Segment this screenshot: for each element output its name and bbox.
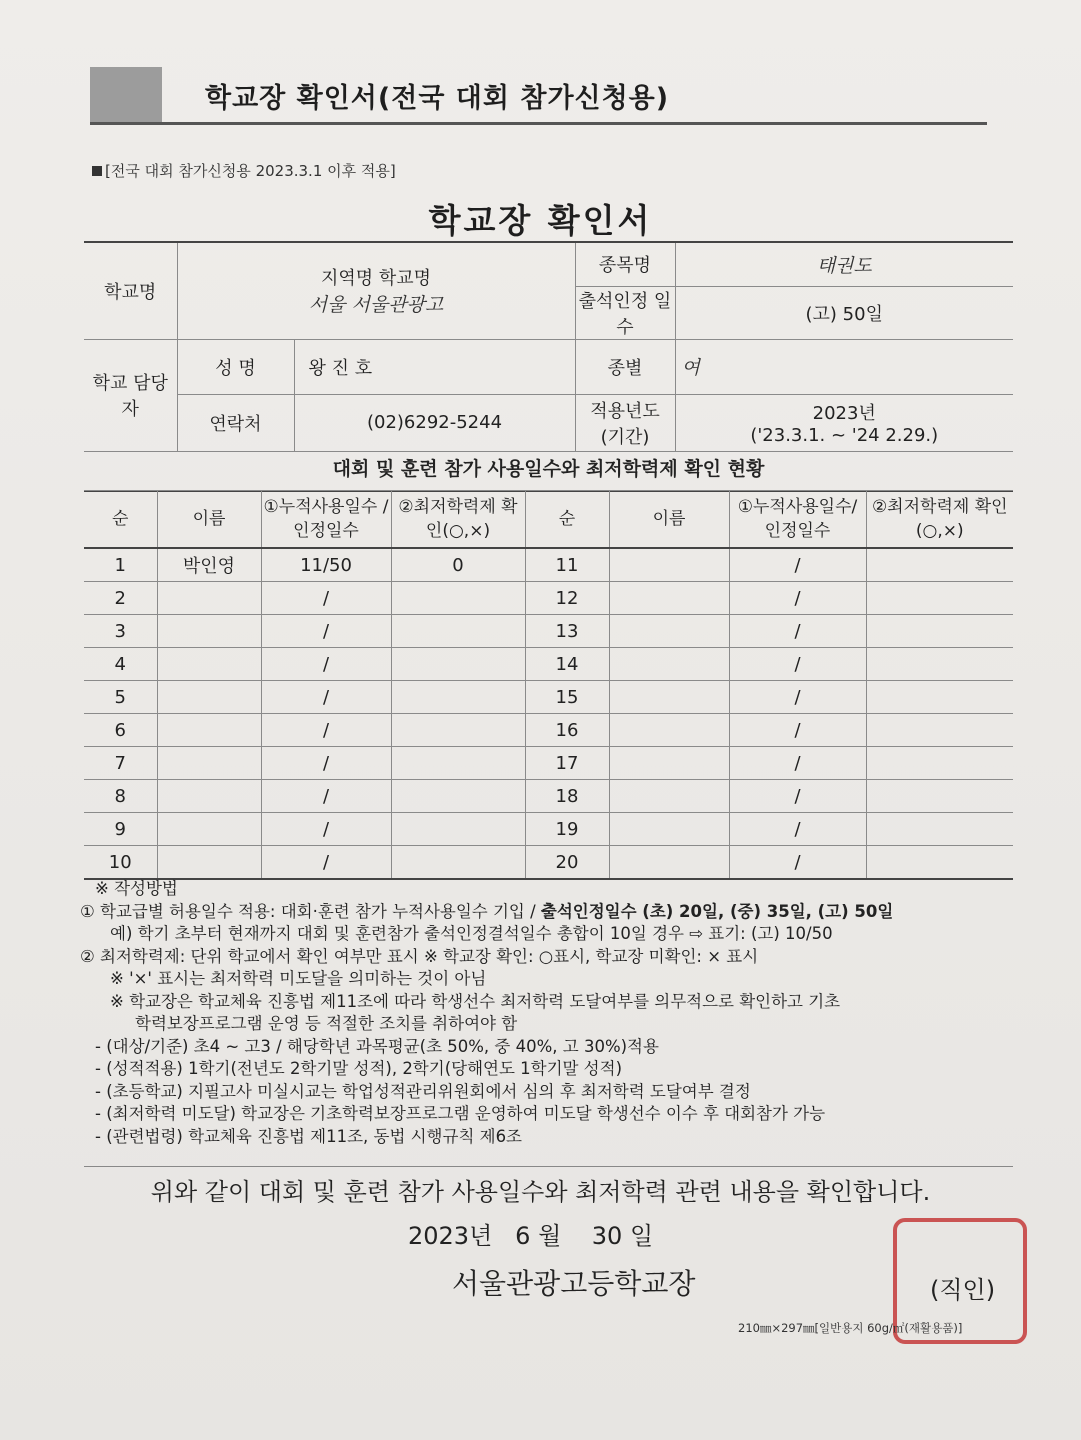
cell-no2: 18 (525, 780, 609, 813)
closing-statement: 위와 같이 대회 및 훈련 참가 사용일수와 최저학력 관련 내용을 확인합니다. (150, 1178, 931, 1206)
gender-value: 여 (675, 339, 1013, 394)
school-value: 서울 서울관광고 (308, 294, 444, 317)
cell-no: 5 (84, 681, 157, 714)
col-min: ②최저학력제 확인(○,×) (391, 491, 525, 549)
closing-rule (84, 1166, 1013, 1167)
participation-table (84, 490, 1013, 880)
cell-days2: / (729, 648, 866, 681)
attend-value: (고) 50일 (675, 286, 1013, 339)
table-row (84, 813, 1013, 846)
cell-no: 3 (84, 615, 157, 648)
cell-min (391, 615, 525, 648)
header-rule (90, 122, 987, 125)
cell-min2 (866, 780, 1013, 813)
cell-min (391, 681, 525, 714)
method-line-6: 학력보장프로그램 운영 등 적절한 조치를 취하여야 함 (135, 1014, 518, 1033)
cell-name2 (609, 548, 729, 582)
cell-min (391, 582, 525, 615)
cell-name (157, 747, 261, 780)
cell-days: 11/50 (261, 548, 391, 582)
cell-days: / (261, 648, 391, 681)
table-row (84, 582, 1013, 615)
cell-name (157, 813, 261, 846)
school-sub-label: 지역명 학교명 (320, 268, 432, 290)
cell-name2 (609, 582, 729, 615)
applicability-note (92, 160, 396, 181)
cell-min2 (866, 582, 1013, 615)
cell-min (391, 780, 525, 813)
cell-days: / (261, 582, 391, 615)
cell-no: 8 (84, 780, 157, 813)
cell-name (157, 582, 261, 615)
cell-min (391, 714, 525, 747)
method-line-3: ② 최저학력제: 단위 학교에서 확인 여부만 표시 ※ 학교장 확인: ○표시, 학교장 미확인: × 표시 (80, 946, 759, 966)
cell-no: 7 (84, 747, 157, 780)
table-row (84, 747, 1013, 780)
table-row (84, 846, 1013, 880)
cell-no2: 17 (525, 747, 609, 780)
cell-name2 (609, 747, 729, 780)
paper-spec-footer: 210㎜×297㎜[일반용지 60g/㎡(재활용품)] (738, 1321, 963, 1335)
cell-min2 (866, 615, 1013, 648)
cell-min (391, 846, 525, 880)
cell-name (157, 615, 261, 648)
table-row (84, 648, 1013, 681)
method-title: ※ 작성방법 (95, 879, 178, 898)
cell-name (157, 714, 261, 747)
gender-label: 종별 (575, 339, 675, 394)
cell-no: 2 (84, 582, 157, 615)
event-label: 종목명 (575, 242, 675, 286)
cell-min2 (866, 681, 1013, 714)
cell-days: / (261, 714, 391, 747)
cell-min2 (866, 846, 1013, 880)
year-label: 적용년도 (기간) (575, 394, 675, 451)
cell-days2: / (729, 548, 866, 582)
cell-name2 (609, 648, 729, 681)
col-min-right: ②최저학력제 확인(○,×) (866, 491, 1013, 549)
cell-min (391, 813, 525, 846)
cell-days: / (261, 780, 391, 813)
manager-label: 학교 담당자 (84, 339, 177, 451)
header-gray-block (90, 67, 162, 123)
cell-min2 (866, 714, 1013, 747)
cell-days2: / (729, 714, 866, 747)
method-line-10: - (최저학력 미도달) 학교장은 기초학력보장프로그램 운영하여 미도달 학생선수 이수 후 대회참가 가능 (95, 1104, 826, 1123)
cell-min (391, 747, 525, 780)
contact-label: 연락처 (177, 394, 294, 451)
cell-min2 (866, 813, 1013, 846)
cell-name2 (609, 615, 729, 648)
cell-min (391, 648, 525, 681)
cell-no2: 13 (525, 615, 609, 648)
period-value: ('23.3.1. ~ '24 2.29.) (750, 425, 939, 446)
document-title: 학교장 확인서 (428, 201, 653, 240)
cell-no2: 19 (525, 813, 609, 846)
method-line-11: - (관련법령) 학교체육 진흥법 제11조, 동법 시행규칙 제6조 (95, 1126, 522, 1146)
cell-name2 (609, 780, 729, 813)
cell-no: 1 (84, 548, 157, 582)
cell-no: 10 (84, 846, 157, 880)
contact-value: (02)6292-5244 (294, 394, 575, 451)
method-line-9: - (초등학교) 지필고사 미실시교는 학업성적관리위원회에서 심의 후 최저학력 도달여부 결정 (95, 1081, 751, 1101)
cell-name2 (609, 813, 729, 846)
cell-days2: / (729, 615, 866, 648)
header-title: 학교장 확인서(전국 대회 참가신청용) (205, 83, 670, 114)
table-header-row (84, 491, 1013, 549)
cell-no2: 14 (525, 648, 609, 681)
cell-name: 박인영 (157, 548, 261, 582)
cell-name2 (609, 714, 729, 747)
method-line-4: ※ '×' 표시는 최저학력 미도달을 의미하는 것이 아님 (110, 969, 487, 988)
cell-days2: / (729, 846, 866, 880)
cell-no2: 11 (525, 548, 609, 582)
cell-days2: / (729, 780, 866, 813)
method-line-7: - (대상/기준) 초4 ~ 고3 / 해당학년 과목평균(초 50%, 중 40%, 고 30%)적용 (95, 1036, 659, 1056)
cell-name2 (609, 681, 729, 714)
cell-days2: / (729, 813, 866, 846)
col-name: 이름 (157, 491, 261, 549)
method-line-5: ※ 학교장은 학교체육 진흥법 제11조에 따라 학생선수 최저학력 도달여부를 의무적으로 확인하고 기초 (110, 991, 841, 1011)
info-table (84, 241, 1013, 452)
method-line-2: 예) 학기 초부터 현재까지 대회 및 훈련참가 출석인정결석일수 총합이 10일 경우 ⇨ 표기: (고) 10/50 (110, 924, 833, 943)
method-line-1: ① 학교급별 허용일수 적용: 대회·훈련 참가 누적사용일수 기입 / 출석인정일수 (초) 20일, (중) 35일, (고) 50일 (80, 901, 894, 921)
cell-days: / (261, 747, 391, 780)
method-line-8: - (성적적용) 1학기(전년도 2학기말 성적), 2학기(당해연도 1학기말 성적) (95, 1059, 623, 1078)
writing-method (80, 878, 1020, 1148)
cell-no: 9 (84, 813, 157, 846)
table-row (84, 780, 1013, 813)
confirmation-date: 2023년 6 월 30 일 (408, 1222, 654, 1250)
cell-no: 6 (84, 714, 157, 747)
col-no: 순 (84, 491, 157, 549)
cell-days: / (261, 813, 391, 846)
cell-no2: 16 (525, 714, 609, 747)
cell-no2: 12 (525, 582, 609, 615)
col-name-right: 이름 (609, 491, 729, 549)
cell-days: / (261, 846, 391, 880)
square-bullet-icon (92, 166, 102, 176)
cell-no: 4 (84, 648, 157, 681)
cell-min2 (866, 747, 1013, 780)
school-label: 학교명 (84, 242, 177, 339)
event-value: 태권도 (675, 242, 1013, 286)
name-label: 성 명 (177, 339, 294, 394)
col-days-right: ①누적사용일수/ 인정일수 (729, 491, 866, 549)
cell-no2: 15 (525, 681, 609, 714)
cell-name (157, 681, 261, 714)
table-row (84, 714, 1013, 747)
table-row (84, 548, 1013, 582)
table-row (84, 681, 1013, 714)
cell-days2: / (729, 681, 866, 714)
cell-days2: / (729, 747, 866, 780)
col-days: ①누적사용일수 /인정일수 (261, 491, 391, 549)
cell-days: / (261, 681, 391, 714)
year-cell (675, 394, 1013, 451)
table-row (84, 615, 1013, 648)
name-value: 왕 진 호 (294, 339, 575, 394)
principal-title: 서울관광고등학교장 (452, 1267, 696, 1300)
cell-name (157, 846, 261, 880)
note-text: [전국 대회 참가신청용 2023.3.1 이후 적용] (105, 162, 396, 180)
cell-days: / (261, 615, 391, 648)
attend-label: 출석인정 일수 (575, 286, 675, 339)
cell-min2 (866, 548, 1013, 582)
school-cell (177, 242, 575, 339)
seal-label: (직인) (930, 1276, 996, 1304)
cell-name (157, 780, 261, 813)
col-no-right: 순 (525, 491, 609, 549)
cell-name (157, 648, 261, 681)
cell-name2 (609, 846, 729, 880)
status-subheading: 대회 및 훈련 참가 사용일수와 최저학력제 확인 현황 (84, 448, 1013, 492)
year-value: 2023년 (812, 403, 876, 424)
cell-min2 (866, 648, 1013, 681)
cell-days2: / (729, 582, 866, 615)
cell-no2: 20 (525, 846, 609, 880)
cell-min: 0 (391, 548, 525, 582)
